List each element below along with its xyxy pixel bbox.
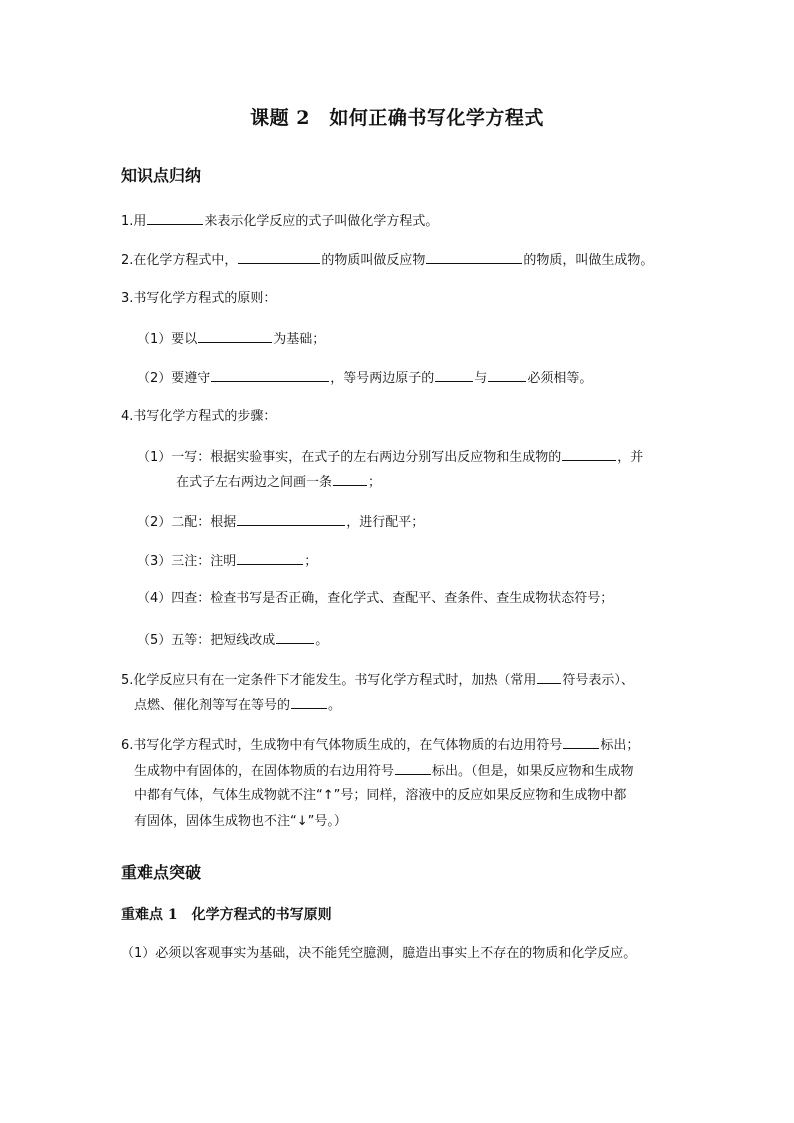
section-heading-knowledge: 知识点归纳 <box>121 166 202 185</box>
question-4-step-3 <box>137 551 317 571</box>
text: 。 <box>328 698 342 713</box>
text: 1.用 <box>121 214 147 229</box>
text: 生成物中有固体的，在固体物质的右边用符号 <box>134 764 395 779</box>
answer-blank[interactable] <box>147 211 203 225</box>
answer-blank[interactable] <box>537 670 561 684</box>
text: 的物质叫做反应物 <box>321 253 426 268</box>
text: （3）三注：注明 <box>137 554 237 569</box>
question-3-item-2 <box>137 368 592 388</box>
text: （2）要遵守 <box>137 371 211 386</box>
text: （1）要以 <box>137 332 198 347</box>
answer-blank[interactable] <box>488 368 526 382</box>
question-6-line-1 <box>121 735 639 755</box>
text: 标出。（但是，如果反应物和生成物 <box>432 764 634 779</box>
text: （2）二配：根据 <box>137 515 237 530</box>
text: （5）五等：把短线改成 <box>137 633 276 648</box>
answer-blank[interactable] <box>238 250 320 264</box>
text: 的物质，叫做生成物。 <box>523 253 654 268</box>
text: ，进行配平； <box>346 515 425 530</box>
text: （1）一写：根据实验事实，在式子的左右两边分别写出反应物和生成物的 <box>137 450 562 465</box>
question-3-item-1 <box>137 329 325 349</box>
answer-blank[interactable] <box>563 735 599 749</box>
answer-blank[interactable] <box>333 472 367 486</box>
text: 为基础； <box>273 332 326 347</box>
answer-blank[interactable] <box>198 329 272 343</box>
text: 来表示化学反应的式子叫做化学方程式。 <box>204 214 439 229</box>
key-point-1-text: （1）必须以客观事实为基础，决不能凭空臆测，臆造出事实上不存在的物质和化学反应。 <box>121 946 637 961</box>
text: 2.在化学方程式中， <box>121 253 238 268</box>
answer-blank[interactable] <box>395 761 431 775</box>
answer-blank[interactable] <box>426 250 522 264</box>
question-4-step-5 <box>137 630 328 650</box>
text: ，等号两边原子的 <box>330 371 435 386</box>
page-title: 课题 2 如何正确书写化学方程式 <box>250 107 544 129</box>
question-4-heading: 4.书写化学方程式的步骤： <box>121 409 277 424</box>
question-5-line-1 <box>121 670 634 690</box>
question-4-step-1 <box>137 447 643 467</box>
text: 。 <box>315 633 329 648</box>
question-5-line-2 <box>134 695 341 715</box>
text: 5.化学反应只有在一定条件下才能发生。书写化学方程式时，加热（常用 <box>121 673 537 688</box>
text: ； <box>304 554 318 569</box>
key-point-1-heading: 重难点 1 化学方程式的书写原则 <box>121 907 332 923</box>
question-4-step-2 <box>137 512 424 532</box>
text: 符号表示）、 <box>562 673 634 688</box>
question-1 <box>121 211 438 231</box>
text: 与 <box>474 371 488 386</box>
question-6-line-4: 有固体，固体生成物也不注“↓”号。） <box>134 814 347 829</box>
answer-blank[interactable] <box>237 512 345 526</box>
answer-blank[interactable] <box>211 368 329 382</box>
text: 在式子左右两边之间画一条 <box>176 475 333 490</box>
answer-blank[interactable] <box>562 447 616 461</box>
question-6-line-2 <box>134 761 634 781</box>
question-3-heading: 3.书写化学方程式的原则： <box>121 291 277 306</box>
text: 6.书写化学方程式时，生成物中有气体物质生成的，在气体物质的右边用符号 <box>121 738 563 753</box>
question-4-step-4: （4）四查：检查书写是否正确，查化学式、查配平、查条件、查生成物状态符号； <box>137 591 614 606</box>
answer-blank[interactable] <box>291 695 327 709</box>
text: 必须相等。 <box>527 371 593 386</box>
text: ，并 <box>617 450 644 465</box>
text: ； <box>368 475 382 490</box>
text: 点燃、催化剂等写在等号的 <box>134 698 291 713</box>
answer-blank[interactable] <box>276 630 314 644</box>
question-4-step-1-continued <box>176 472 381 492</box>
answer-blank[interactable] <box>237 551 303 565</box>
answer-blank[interactable] <box>435 368 473 382</box>
section-heading-difficult: 重难点突破 <box>121 863 202 882</box>
text: 标出； <box>600 738 640 753</box>
question-2 <box>121 250 653 270</box>
question-6-line-3: 中都有气体，气体生成物就不注“↑”号；同样，溶液中的反应如果反应物和生成物中都 <box>134 788 627 803</box>
